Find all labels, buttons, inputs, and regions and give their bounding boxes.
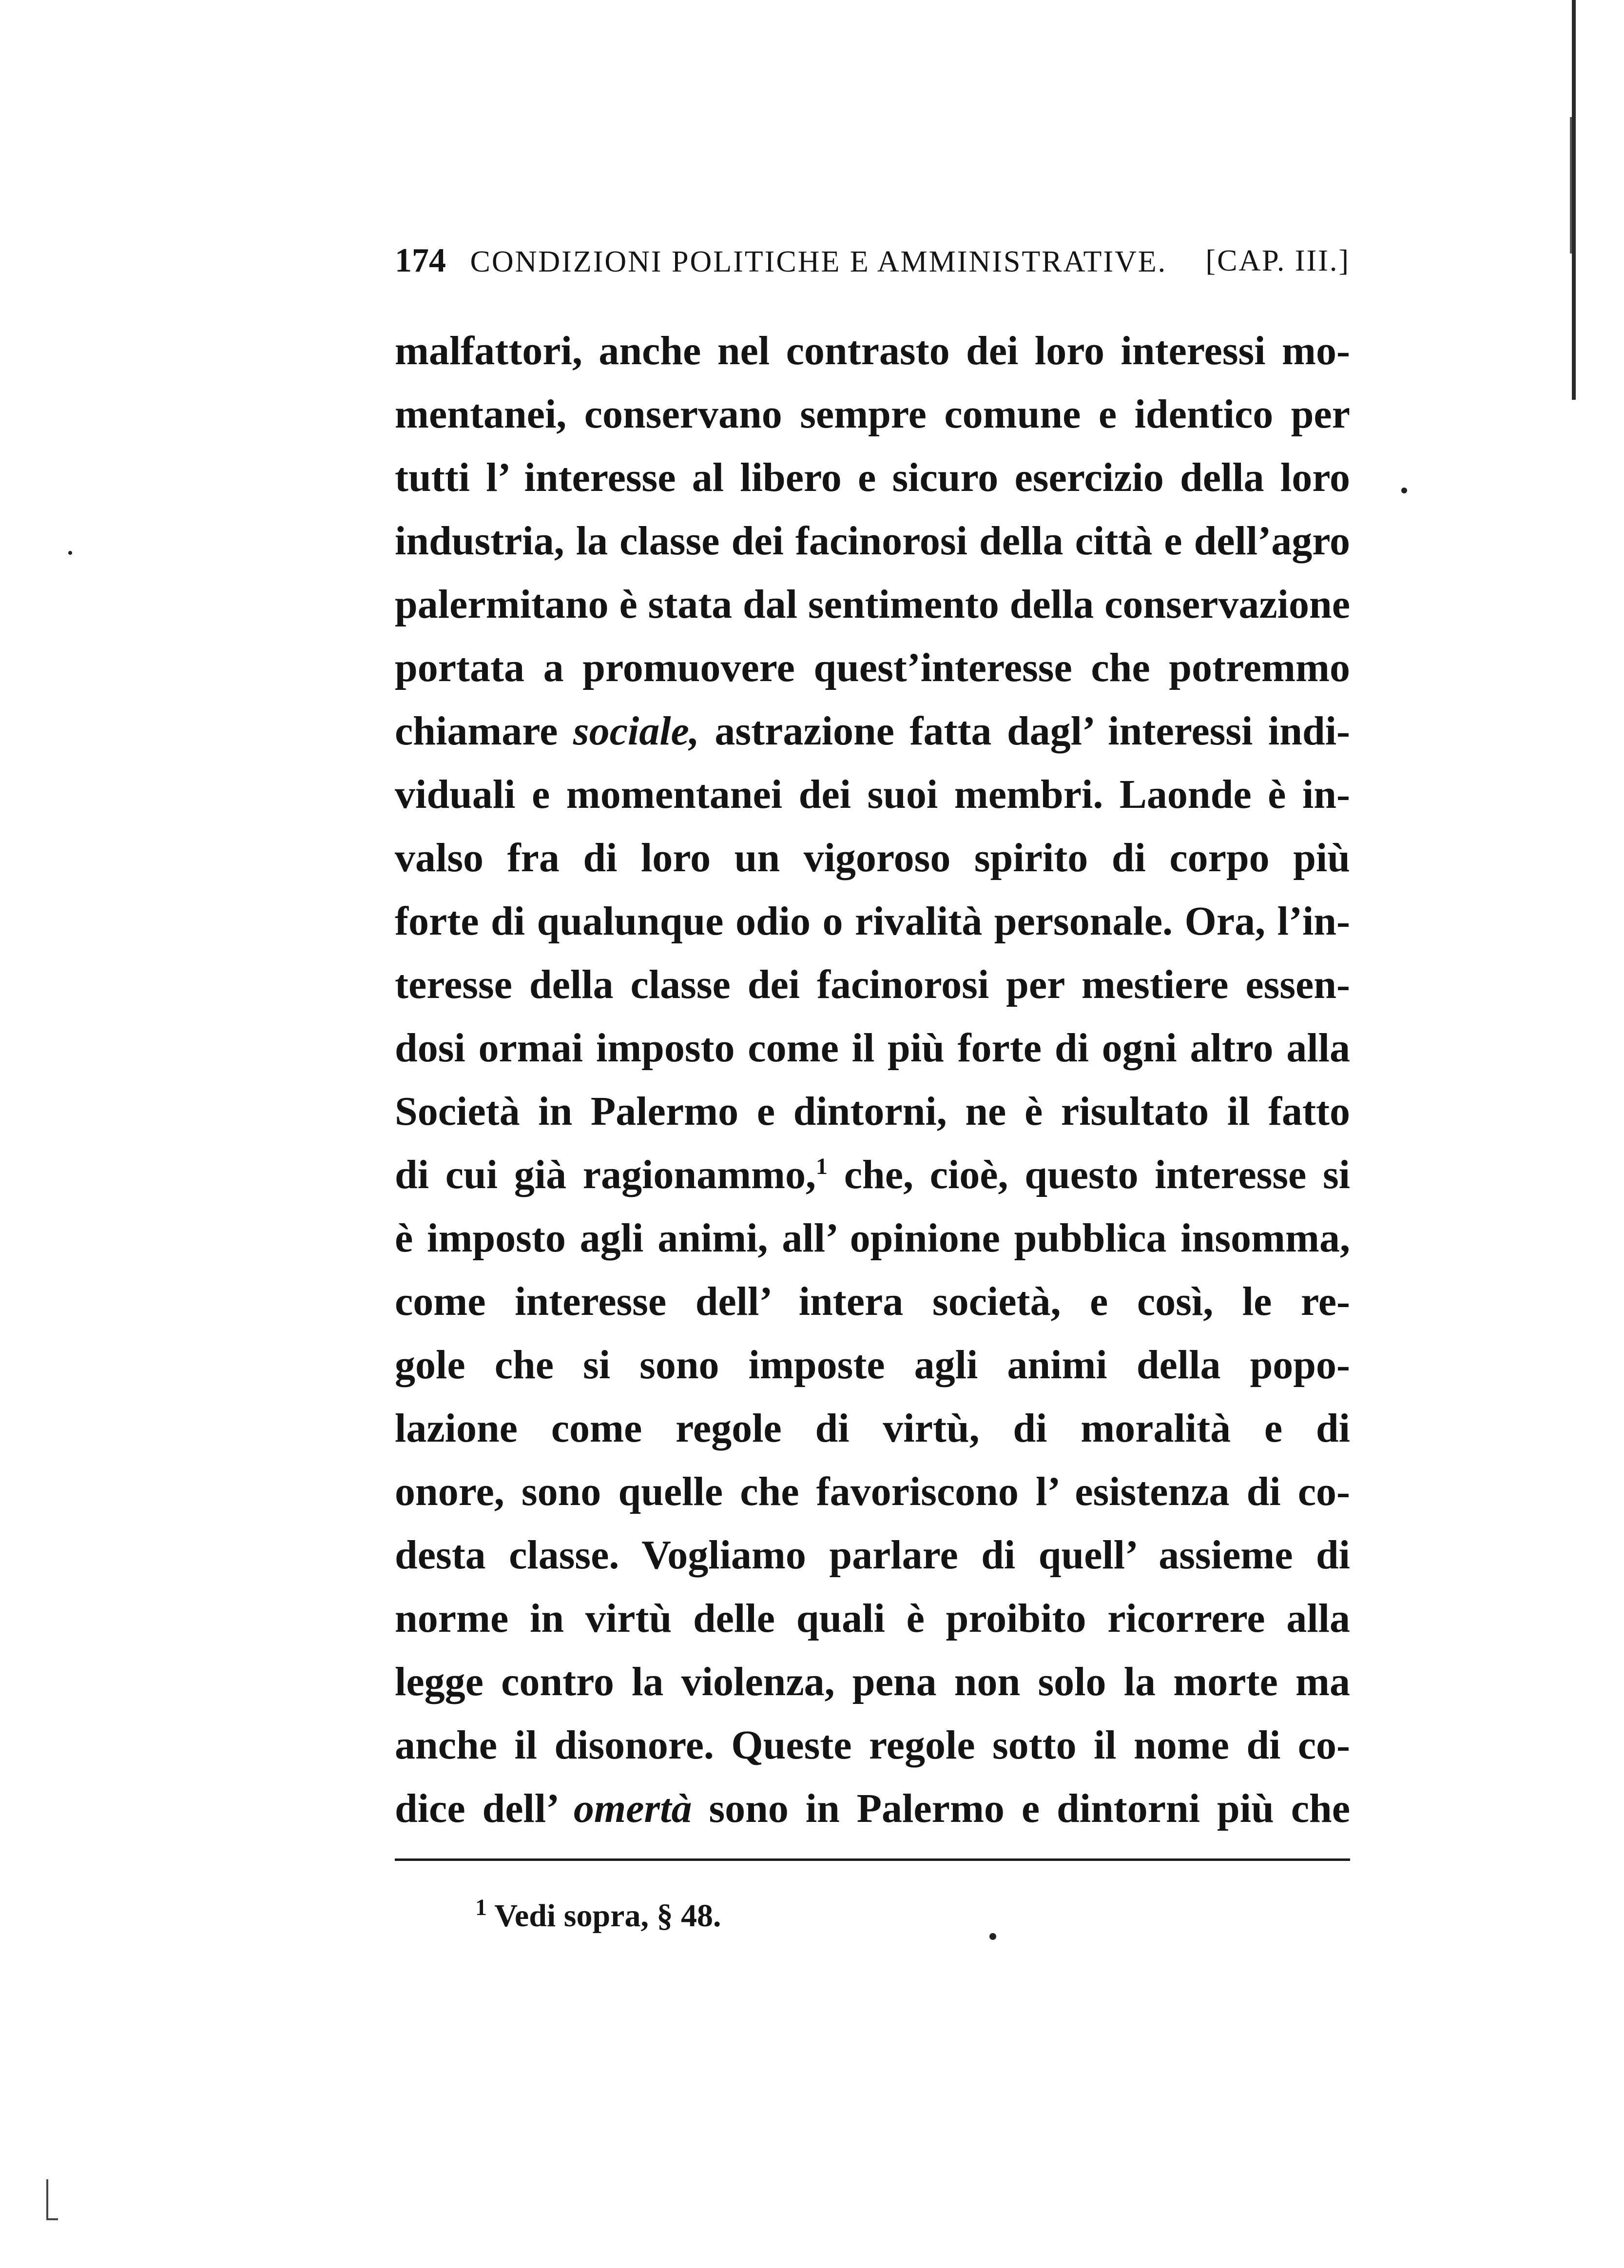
page-edge-shadow bbox=[1572, 0, 1576, 400]
text-line-content: legge contro la violenza, pena non solo la morte ma bbox=[395, 1659, 1350, 1704]
page-edge-shadow-inner bbox=[1570, 117, 1572, 254]
margin-mark bbox=[46, 2179, 58, 2220]
body-text bbox=[395, 319, 1350, 1840]
text-line bbox=[395, 1524, 1350, 1587]
text-line-content: anche il disonore. Queste regole sotto il nome di co- bbox=[395, 1722, 1350, 1768]
text-line-content: onore, sono quelle che favoriscono l’ esistenza di co- bbox=[395, 1469, 1350, 1514]
text-line bbox=[395, 319, 1350, 383]
text-line-content: malfattori, anche nel contrasto dei loro interessi mo- bbox=[395, 328, 1350, 373]
text-line-content: lazione come regole di virtù, di moralità e di bbox=[395, 1406, 1350, 1451]
text-line bbox=[395, 763, 1350, 826]
text-line-content: norme in virtù delle quali è proibito ricorrere alla bbox=[395, 1596, 1350, 1641]
running-header bbox=[395, 239, 1350, 283]
text-line bbox=[395, 1460, 1350, 1524]
text-line-content: palermitano è stata dal sentimento della conservazione bbox=[395, 582, 1350, 627]
text-line bbox=[395, 1017, 1350, 1080]
text-line-content: tutti l’ interesse al libero e sicuro esercizio della loro bbox=[395, 455, 1350, 500]
footnote-rule bbox=[395, 1858, 1350, 1861]
ink-speck bbox=[1401, 488, 1407, 493]
text-line bbox=[395, 1587, 1350, 1650]
text-line-content: gole che si sono imposte agli animi della popo- bbox=[395, 1342, 1350, 1388]
footnote-text: Vedi sopra, § 48. bbox=[494, 1898, 721, 1934]
text-line-content: è imposto agli animi, all’ opinione pubblica insomma, bbox=[395, 1215, 1350, 1261]
text-line bbox=[395, 1777, 1350, 1840]
footnote bbox=[475, 1892, 1060, 1940]
text-line-after: sono in Palermo e dintorni più che bbox=[692, 1786, 1350, 1831]
text-line bbox=[395, 1333, 1350, 1397]
ink-speck bbox=[68, 551, 72, 555]
text-line bbox=[395, 890, 1350, 953]
text-line-content: valso fra di loro un vigoroso spirito di corpo più bbox=[395, 835, 1350, 880]
text-line bbox=[395, 1270, 1350, 1333]
text-line bbox=[395, 1714, 1350, 1777]
text-line-content: dosi ormai imposto come il più forte di ogni altro alla bbox=[395, 1025, 1350, 1071]
footnote-reference: 1 bbox=[816, 1154, 828, 1179]
text-line-content: portata a promuovere quest’interesse che potremmo bbox=[395, 645, 1350, 690]
text-line bbox=[395, 826, 1350, 890]
text-line bbox=[395, 1143, 1350, 1207]
italic-term: omertà bbox=[573, 1786, 692, 1831]
text-line bbox=[395, 1080, 1350, 1143]
text-line-content: teresse della classe dei facinorosi per mestiere essen- bbox=[395, 962, 1350, 1007]
text-line bbox=[395, 1207, 1350, 1270]
text-line bbox=[395, 383, 1350, 446]
page-number: 174 bbox=[395, 242, 446, 279]
text-line-before: di cui già ragionammo, bbox=[395, 1152, 816, 1197]
text-line bbox=[395, 953, 1350, 1017]
italic-term: sociale, bbox=[573, 708, 699, 754]
text-line-before: dice dell’ bbox=[395, 1786, 574, 1831]
text-line bbox=[395, 700, 1350, 763]
text-line-content: mentanei, conservano sempre comune e identico per bbox=[395, 391, 1350, 437]
text-line-content: come interesse dell’ intera società, e così, le re- bbox=[395, 1279, 1350, 1324]
text-line-content: industria, la classe dei facinorosi della città e dell’agro bbox=[395, 518, 1350, 564]
text-line-content: viduali e momentanei dei suoi membri. Laonde è in- bbox=[395, 772, 1350, 817]
text-line-after: astrazione fatta dagl’ interessi indi- bbox=[699, 708, 1350, 754]
text-line-content: Società in Palermo e dintorni, ne è risultato il fatto bbox=[395, 1089, 1350, 1134]
text-line bbox=[395, 573, 1350, 636]
text-line bbox=[395, 446, 1350, 509]
running-title: CONDIZIONI POLITICHE E AMMINISTRATIVE. bbox=[470, 245, 1167, 278]
text-line-content: desta classe. Vogliamo parlare di quell’ assieme di bbox=[395, 1532, 1350, 1578]
chapter-label: [CAP. III.] bbox=[1205, 244, 1350, 277]
text-line-content: forte di qualunque odio o rivalità personale. Ora, l’in- bbox=[395, 899, 1350, 944]
text-line-after: che, cioè, questo interesse si bbox=[828, 1152, 1350, 1197]
text-line-before: chiamare bbox=[395, 708, 573, 754]
text-line bbox=[395, 636, 1350, 700]
footnote-marker: 1 bbox=[475, 1895, 487, 1920]
text-line bbox=[395, 1397, 1350, 1460]
text-line bbox=[395, 509, 1350, 573]
text-line bbox=[395, 1650, 1350, 1714]
